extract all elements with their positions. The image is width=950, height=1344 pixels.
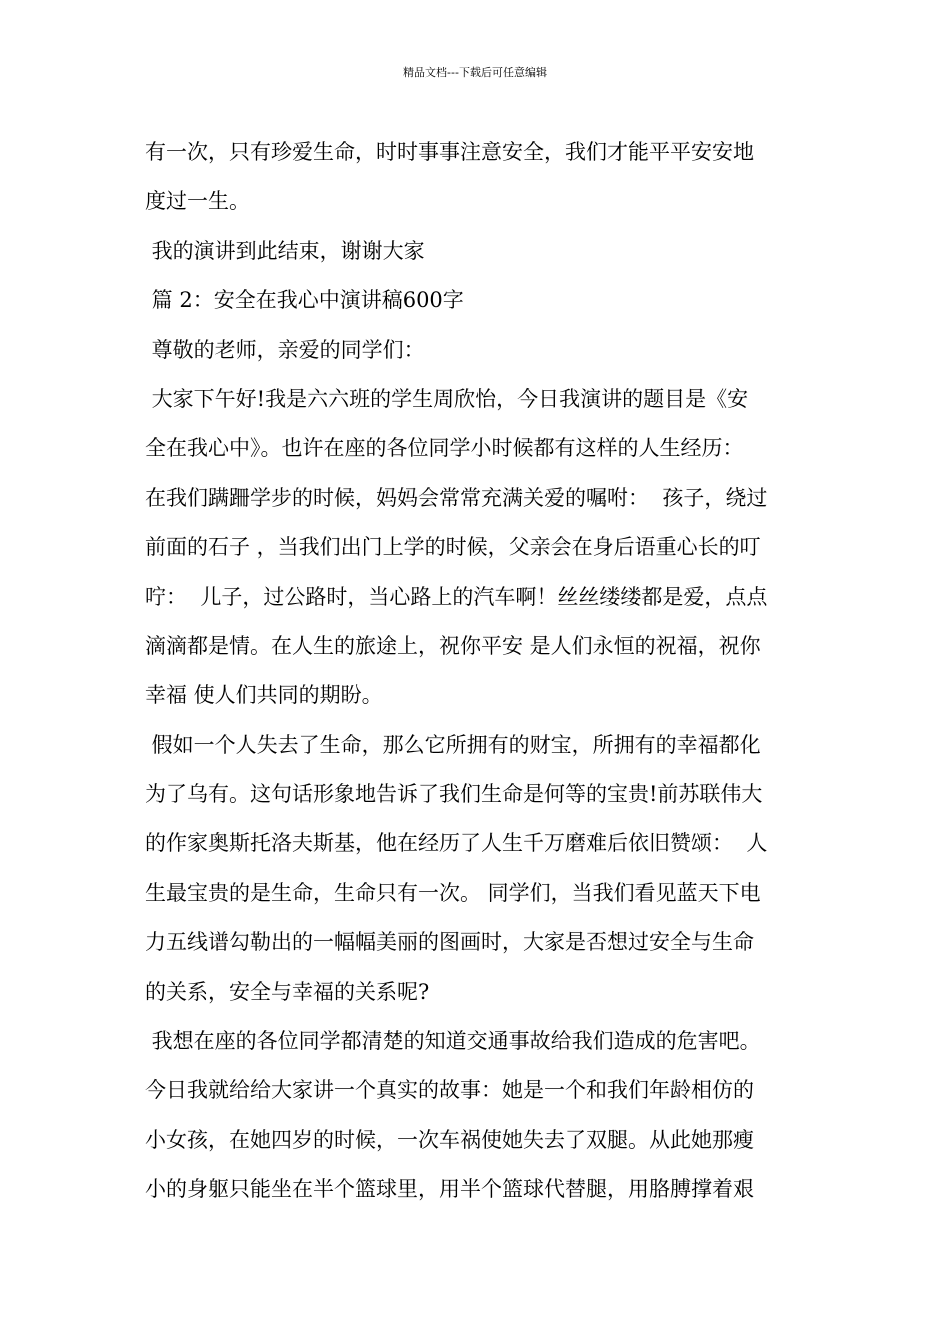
text-line: 的作家奥斯托洛夫斯基，他在经历了人生千万磨难后依旧赞颂： 人 <box>145 831 768 856</box>
section-heading: 篇 2：安全在我心中演讲稿600字 <box>145 288 464 313</box>
text-line: 前面的石子 ，当我们出门上学的时候，父亲会在身后语重心长的叮 <box>145 535 761 560</box>
text-line: 假如一个人失去了生命，那么它所拥有的财宝，所拥有的幸福都化 <box>145 732 761 757</box>
text-line: 我想在座的各位同学都清楚的知道交通事故给我们造成的危害吧。 <box>145 1029 761 1054</box>
text-line: 我的演讲到此结束，谢谢大家 <box>145 238 425 263</box>
text-line: 在我们蹒跚学步的时候，妈妈会常常充满关爱的嘱咐： 孩子，绕过 <box>145 485 768 510</box>
text-line: 小的身躯只能坐在半个篮球里，用半个篮球代替腿，用胳膊撑着艰 <box>145 1177 754 1202</box>
text-line: 为了乌有。这句话形象地告诉了我们生命是何等的宝贵!前苏联伟大 <box>145 782 763 807</box>
text-line: 度过一生。 <box>145 189 250 214</box>
text-line: 小女孩，在她四岁的时候，一次车祸使她失去了双腿。从此她那瘦 <box>145 1127 754 1152</box>
text-line: 有一次，只有珍爱生命，时时事事注意安全，我们才能平平安安地 <box>145 140 754 164</box>
text-line: 幸福 使人们共同的期盼。 <box>145 683 383 708</box>
text-line: 滴滴都是情。在人生的旅途上，祝你平安 是人们永恒的祝福，祝你 <box>145 633 761 658</box>
salutation: 尊敬的老师，亲爱的同学们： <box>145 337 425 362</box>
document-body <box>145 128 807 1215</box>
text-line: 力五线谱勾勒出的一幅幅美丽的图画时，大家是否想过安全与生命 <box>145 930 754 955</box>
text-line: 的关系，安全与幸福的关系呢? <box>145 979 430 1004</box>
text-line: 咛： 儿子，过公路时，当心路上的汽车啊！丝丝缕缕都是爱，点点 <box>145 584 768 609</box>
text-line: 大家下午好!我是六六班的学生周欣怡，今日我演讲的题目是《安 <box>145 386 749 411</box>
text-line: 生最宝贵的是生命，生命只有一次。 同学们，当我们看见蓝天下电 <box>145 880 761 905</box>
text-line: 全在我心中》。也许在座的各位同学小时候都有这样的人生经历： <box>145 436 744 461</box>
text-line: 今日我就给给大家讲一个真实的故事：她是一个和我们年龄相仿的 <box>145 1078 754 1103</box>
page-header: 精品文档---下载后可任意编辑 <box>403 66 547 79</box>
